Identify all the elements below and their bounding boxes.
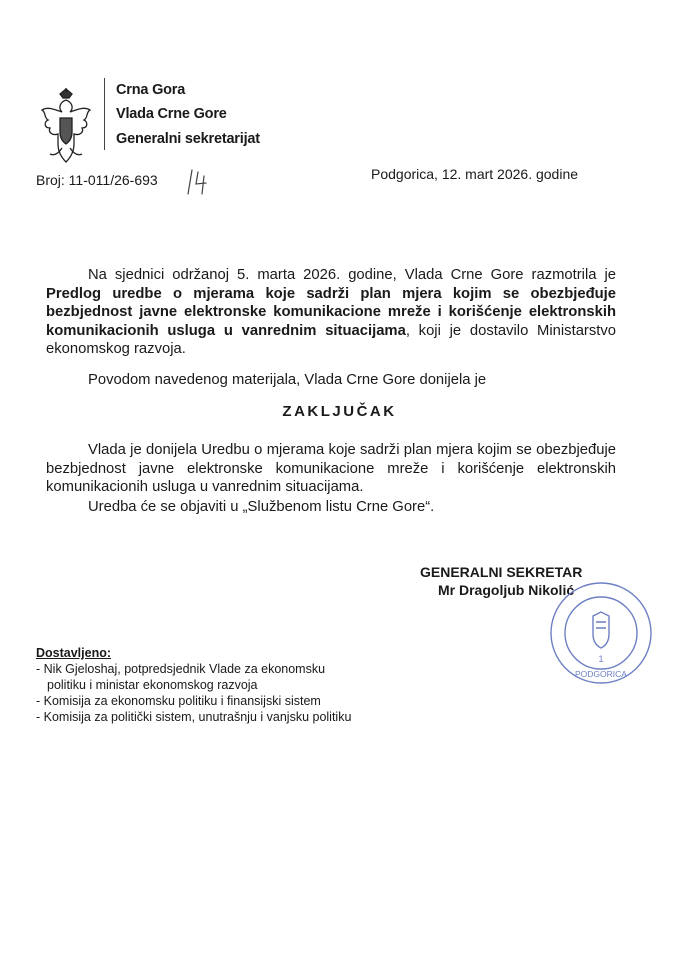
header-government: Vlada Crne Gore: [116, 106, 227, 122]
distribution-item: - Nik Gjeloshaj, potpredsjednik Vlade za ekonomsku politiku i ministar ekonomskog razvoja: [36, 662, 326, 692]
signature-name: Mr Dragoljub Nikolić: [438, 582, 575, 598]
paragraph-intro-proposal: Predlog uredbe o mjerama koje sadrži plan mjera kojim se obezbjeđuje bezbjednost javne elektronske komunikacione mreže i korišćenje elektronskih komunikacionih usluga u vanrednim situacijama: [46, 285, 616, 339]
stamp-number: 1: [598, 654, 604, 664]
header-country: Crna Gora: [116, 82, 186, 98]
paragraph-conclusion: Vlada je donijela Uredbu o mjerama koje sadrži plan mjera kojim se obezbjeđuje bezbjednost javne elektronske komunikacione mreže i korišćenje elektronskih komunikacionih usluga u vanrednim situacijama.: [46, 442, 616, 495]
handwritten-suffix: [186, 168, 214, 196]
paragraph-intro-end: , koji je dostavilo Ministarstvo ekonomskog razvoja.: [46, 322, 616, 357]
paragraph-intro: [46, 266, 616, 359]
document-heading: ZAKLJUČAK: [282, 403, 397, 420]
header-divider: [104, 78, 105, 150]
coat-of-arms-icon: [36, 88, 96, 166]
paragraph-publication: Uredba će se objaviti u „Službenom listu Crne Gore“.: [88, 499, 435, 515]
distribution-list: [36, 645, 351, 725]
paragraph-intro-text: Na sjednici održanoj 5. marta 2026. godine, Vlada Crne Gore razmotrila je: [88, 267, 616, 283]
signature-title: GENERALNI SEKRETAR: [420, 564, 583, 580]
stamp-city: PODGORICA: [575, 669, 627, 679]
distribution-item: - Komisija za ekonomsku politiku i finansijski sistem: [36, 694, 321, 708]
place-date: Podgorica, 12. mart 2026. godine: [371, 166, 579, 182]
header-secretariat: Generalni sekretarijat: [116, 131, 260, 147]
official-stamp: [546, 578, 656, 688]
distribution-title: Dostavljeno:: [36, 646, 112, 660]
distribution-item: - Komisija za politički sistem, unutrašnju i vanjsku politiku: [36, 710, 352, 724]
reference-number: Broj: 11-011/26-693: [36, 172, 158, 188]
paragraph-decision-lead: Povodom navedenog materijala, Vlada Crne Gore donijela je: [88, 372, 487, 388]
